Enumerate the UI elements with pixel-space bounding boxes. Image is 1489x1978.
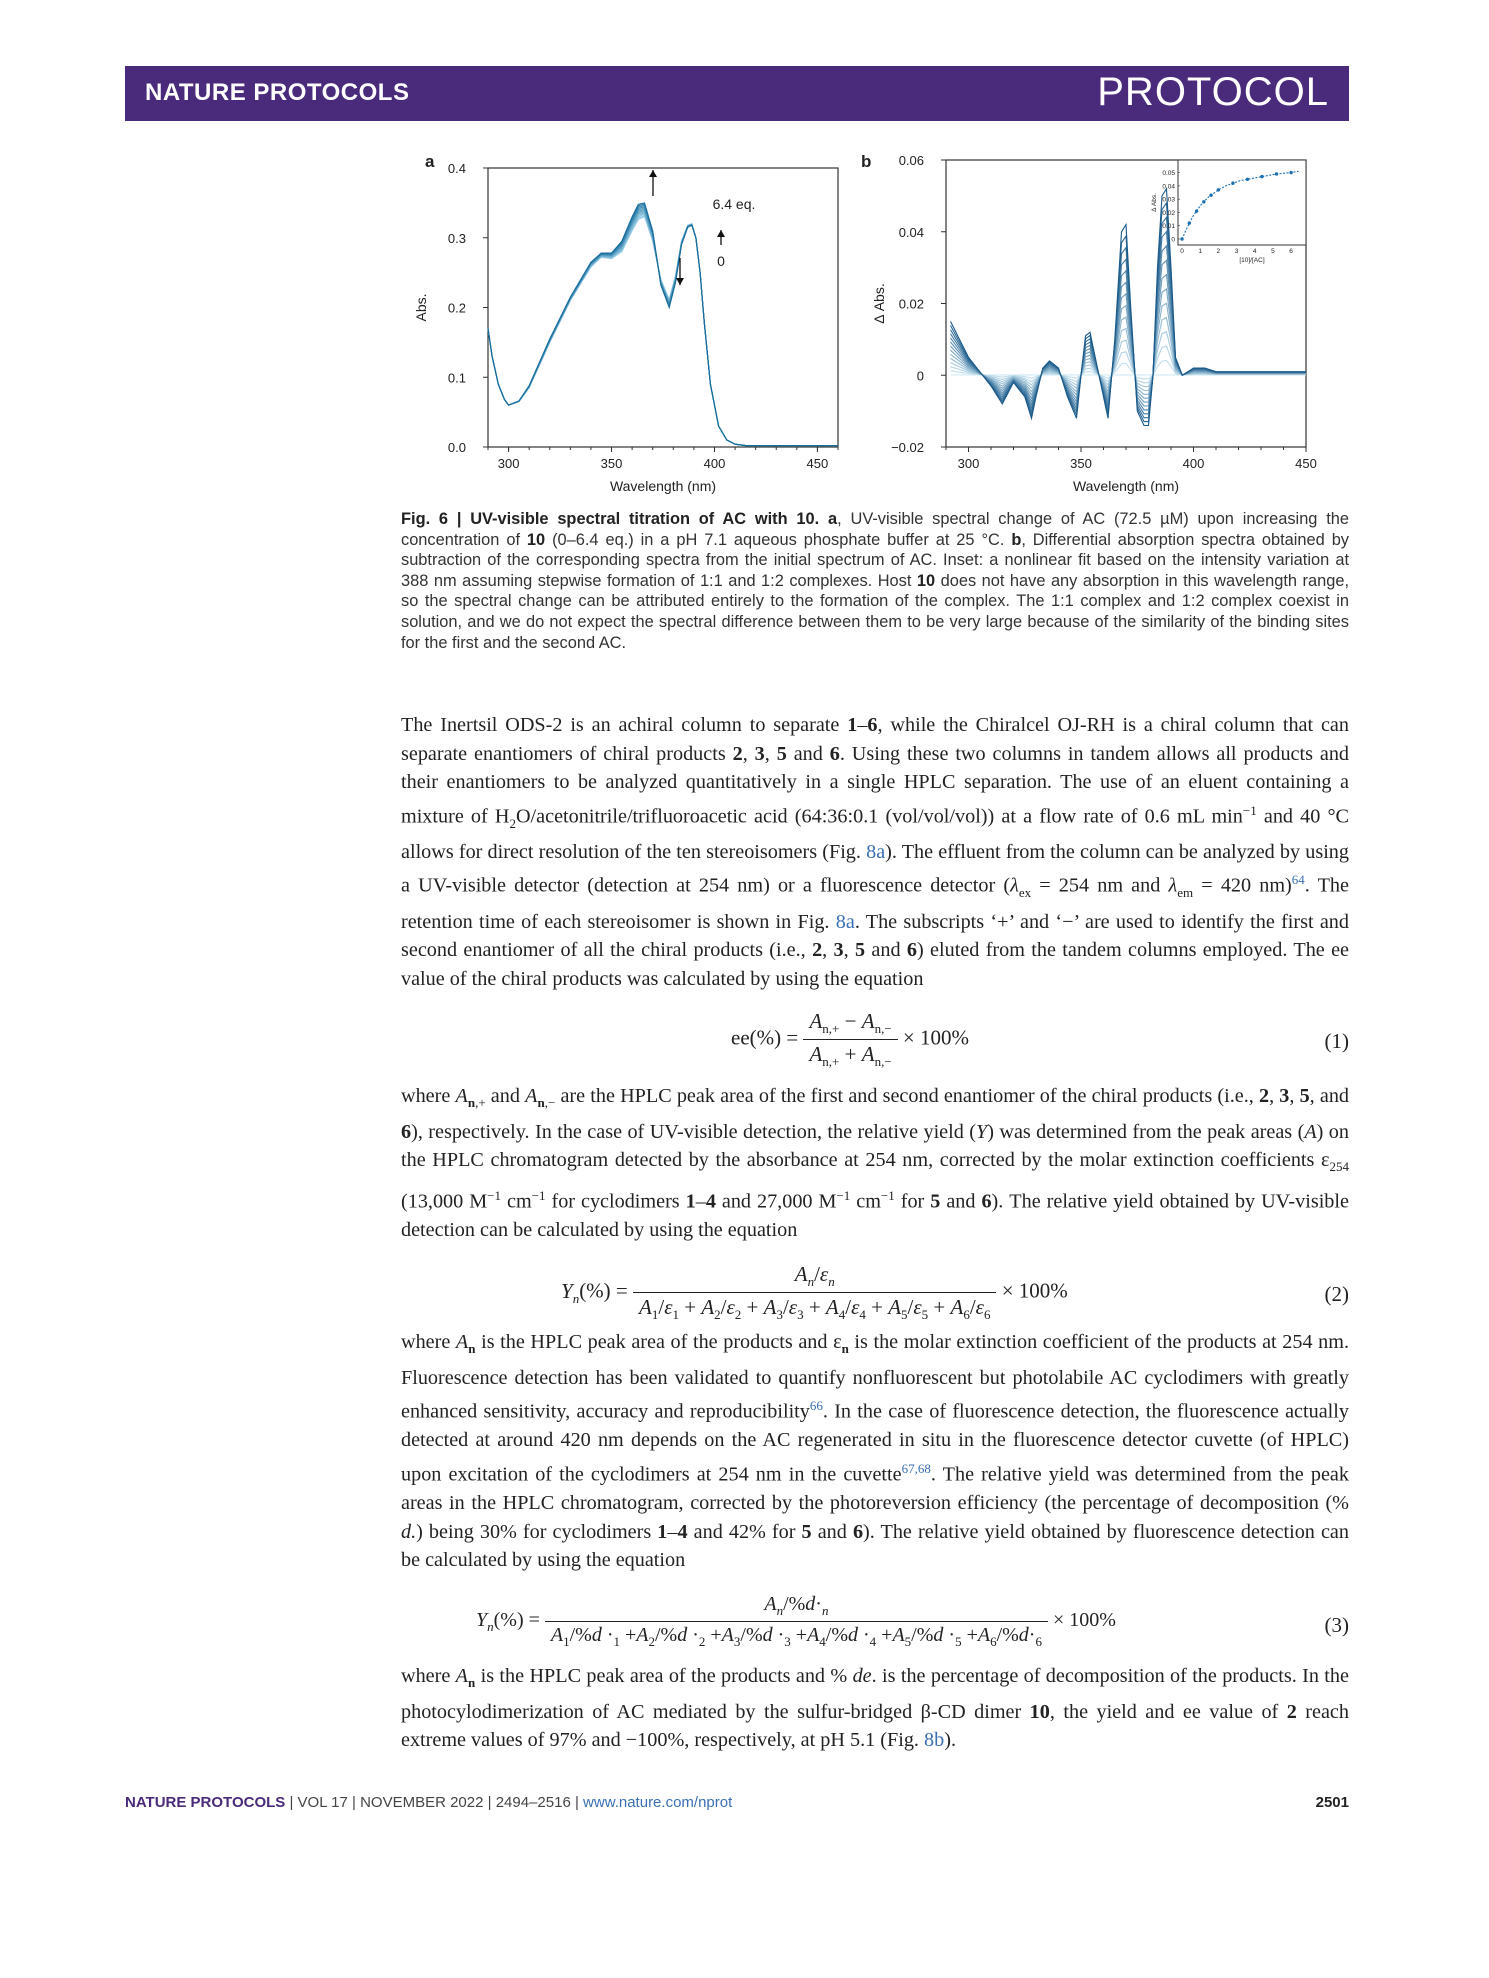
footer-date: NOVEMBER 2022 [360,1794,484,1811]
inset-data-point [1202,200,1205,203]
x-tick-label: 450 [806,456,829,471]
inset-x-tick-label: 6 [1289,248,1293,255]
x-tick-label: 350 [600,456,623,471]
inset-x-tick-label: 1 [1198,248,1202,255]
titration-line [488,207,838,446]
footer-volume: VOL 17 [297,1794,348,1811]
titration-line [488,204,838,446]
inset-x-tick-label: 0 [1180,248,1184,255]
x-tick-label: 350 [1070,456,1092,471]
footer-journal: NATURE PROTOCOLS [125,1794,286,1811]
page-number: 2501 [1315,1794,1349,1811]
x-axis-label: Wavelength (nm) [1072,478,1180,494]
fig-8b-link[interactable]: 8b [924,1729,945,1752]
paragraph-4: where $A_n$ is the HPLC peak area of the products and % de. is the percentage of decomposition of the products. In the photocylodimerization of AC mediated by the sulfur-bridged β-CD dimer 10, the yield and ee value of 2 reach extreme values of 97% and −100%, respectively, at pH 5.1 (Fig. 8b). [401,1665,1349,1752]
caption-b-bold: 10 [916,571,936,590]
footer-url[interactable]: www.nature.com/nprot [583,1794,733,1811]
inset-x-tick-label: 5 [1271,248,1275,255]
panel-a-label: a [425,152,435,171]
x-tick-label: 450 [1295,456,1317,471]
caption-label: Fig. 6 | UV-visible spectral titration of AC with 10. [401,510,820,528]
article-type: PROTOCOL [1097,70,1329,114]
ref-67-68[interactable]: 67,68 [901,1460,931,1476]
fig-8a-link-2[interactable]: 8a [835,910,855,933]
caption-b-text: , Differential absorption spectra obtained by subtraction of the corresponding spectra from the initial spectrum of AC. Inset: a nonlinear fit based on the intensity variation at 388 nm assuming stepwise formation of 1:1 and 1:2 complexes. Host [401,530,1350,590]
y-axis-label: Abs. [413,293,429,322]
inset-y-tick-label: 0.05 [1162,170,1175,178]
caption-a-label: a [828,510,838,528]
titration-line [488,208,838,446]
arrow-up-peak-head [649,170,657,177]
paragraph-3: where $A_n$ is the HPLC peak area of the products and $\varepsilon_n$ is the molar extinction coefficient of the products at 254 nm. Fluorescence detection has been validated to quantify nonfluorescent but photolabile AC cyclodimers with greatly enhanced sensitivity, accuracy and reproducibility$^{66}$. In the case of fluorescence detection, the fluorescence actually detected at around 420 nm depends on the AC regenerated in situ in the fluorescence detector cuvette (of HPLC) upon excitation of the cyclodimers at 254 nm in the cuvette$^{67,68}$. The relative yield was determined from the peak areas in the HPLC chromatogram, corrected by the photoreversion efficiency (the percentage of decomposition (% d.) being 30% for cyclodimers 1–4 and 42% for 5 and 6). The relative yield obtained by fluorescence detection can be calculated by using the equation [401,1331,1349,1571]
x-axis-label: Wavelength (nm) [609,478,717,494]
annotation-zero: 0 [717,253,725,269]
titration-line [488,209,838,445]
chart-a [413,161,838,494]
equation-3: $Y_n(\%)$ = $\frac{A_n/\%d\cdot_n}{A_1/\%d \cdot_1 +A_2/\%d \cdot_2 +A_3/\%d \cdot_3 +A_4/\%d \cdot_4 +A_5/\%d \cdot_5 +A_6/\%d\cdot_6}$ × 100% (3) [476,1593,1349,1649]
equation-2: $Y_n(\%)$ = $\frac{A_n/\varepsilon_n}{A_1/\varepsilon_1 + A_2/\varepsilon_2 + A_3/\varepsilon_3 + A_4/\varepsilon_4 + A_5/\varepsilon_5 + A_6/\varepsilon_6}$ × 100% (2) [561,1262,1349,1323]
inset-y-tick-label: 0.03 [1162,196,1175,204]
inset-data-point [1180,237,1183,240]
inset-x-tick-label: 2 [1216,248,1221,255]
titration-line [488,216,838,446]
footer: NATURE PROTOCOLS | VOL 17 | NOVEMBER 2022 | 2494–2516 | www.nature.com/nprot 2501 [125,1794,1349,1811]
x-tick-label: 400 [1182,456,1205,471]
caption-b-label: b [1011,530,1022,549]
inset-data-point [1188,221,1191,224]
y-tick-label: 0.2 [447,300,466,316]
x-tick-label: 400 [703,456,726,471]
journal-name: NATURE PROTOCOLS [145,79,410,106]
series-line-0-eq- [488,217,838,446]
y-tick-label: 0.4 [447,161,466,176]
titration-line [488,214,838,445]
inset-y-tick-label: 0.04 [1162,183,1175,191]
y-tick-label: 0.3 [447,230,466,246]
titration-line [488,212,838,446]
caption-a-text: , UV-visible spectral change of AC (72.5 µM) upon increasing the concentration of [401,510,1349,549]
equation-1: ee(%) = $\frac{A_{n,+} - A_{n,-}}{A_{n,+} + A_{n,-}}$ × 100% (1) [731,1009,1349,1070]
inset-data-point [1195,209,1198,212]
inset-data-point [1209,194,1212,197]
ref-66[interactable]: 66 [809,1398,823,1414]
figure-6 [0,0,1489,500]
panel-b-label: b [861,152,872,171]
y-tick-label: −0.02 [891,440,924,455]
y-tick-label: 0 [916,368,924,384]
equation-3-number: (3) [1324,1613,1349,1637]
series-line-6-4-eq- [488,203,838,446]
inset-x-label: [10]/[AC] [1239,257,1265,264]
paragraph-1: The Inertsil ODS-2 is an achiral column to separate 1–6, while the Chiralcel OJ-RH is a chiral column that can separate enantiomers of chiral products 2, 3, 5 and 6. Using these two columns in tandem allows all products and their enantiomers to be analyzed quantitatively in a single HPLC separation. The use of an eluent containing a mixture of $H_2O/acetonitrile$/trifluoroacetic acid (64:36:0.1 (vol/vol/vol)) at a flow rate of 0.6 mL $\min^{-1}$ and 40 °C allows for direct resolution of the ten stereoisomers (Fig. 8a). The effluent from the column can be analyzed by using a UV-visible detector (detection at 254 nm) or a fluorescence detector ($\lambda_{ex} = 254$ nm and $\lambda_{em} = 420$ nm)$^{64}$. The retention time of each stereoisomer is shown in Fig. 8a. The subscripts ‘+’ and ‘−’ are used to identify the first and second enantiomer of all the chiral products (i.e., 2, 3, 5 and 6) eluted from the tandem columns employed. The ee value of the chiral products was calculated by using the equation [401,714,1350,990]
equation-2-number: (2) [1324,1282,1349,1306]
inset-y-tick-label: 0.02 [1162,209,1175,217]
x-tick-label: 300 [497,456,520,471]
y-tick-label: 0.04 [898,224,924,240]
plot-frame [488,168,838,447]
inset-y-label: Δ Abs. [1151,193,1158,212]
inset [1151,160,1306,264]
titration-line [951,361,1307,379]
inset-data-point [1260,175,1263,178]
inset-data-point [1231,182,1234,185]
equation-1-number: (1) [1324,1029,1349,1053]
y-tick-label: 0.02 [898,296,924,312]
inset-x-tick-label: 4 [1252,248,1257,255]
paragraph-2: where $A_{n,+}$ and $A_{n,-}$ are the HPLC peak area of the first and second enantiomer of the chiral products (i.e., 2, 3, 5, and 6), respectively. In the case of UV-visible detection, the relative yield (Y) was determined from the peak areas (A) on the HPLC chromatogram detected by the absorbance at 254 nm, corrected by the molar extinction coefficients $\varepsilon_{254}$ (13,000 $M^{-1}$ $cm^{-1}$ for cyclodimers 1–4 and 27,000 $M^{-1}$ $cm^{-1}$ for 5 and 6). The relative yield obtained by UV-visible detection can be calculated by using the equation [401,1085,1350,1241]
titration-line [488,205,838,445]
y-tick-label: 0.0 [447,440,466,455]
inset-x-tick-label: 3 [1234,248,1239,255]
caption-b-text-2: does not have any absorption in this wavelength range, so the spectral change can be attributed entirely to the formation of the complex. The 1:1 complex and 1:2 complex coexist in solution, and we do not expect the spectral difference between them to be very large because of the similarity of the binding sites for the first and the second AC. [401,571,1349,652]
titration-line [488,211,838,446]
caption-a-bold: 10 [526,530,546,549]
figure-caption [401,509,1349,653]
inset-data-point [1217,188,1220,191]
annotation-6-4-eq: 6.4 eq. [712,196,756,212]
ref-64[interactable]: 64 [1291,872,1305,888]
inset-y-tick-label: 0.01 [1162,223,1175,231]
inset-y-tick-label: 0 [1171,236,1175,244]
fig-8a-link[interactable]: 8a [866,840,886,863]
inset-data-point [1275,172,1278,175]
arrow-up-shoulder-head [717,230,725,237]
caption-a-text-2: (0–6.4 eq.) in a pH 7.1 aqueous phosphate buffer at 25 °C. [545,530,1012,549]
y-tick-label: 0.1 [447,370,466,386]
arrow-down-valley-head [676,278,684,285]
inset-data-point [1289,171,1292,174]
y-tick-label: 0.06 [898,153,924,168]
titration-line [488,213,838,446]
inset-data-point [1246,178,1249,181]
chart-b [871,153,1317,494]
x-tick-label: 300 [957,456,980,471]
y-axis-label: Δ Abs. [871,283,887,324]
footer-pages: 2494–2516 [495,1794,571,1811]
